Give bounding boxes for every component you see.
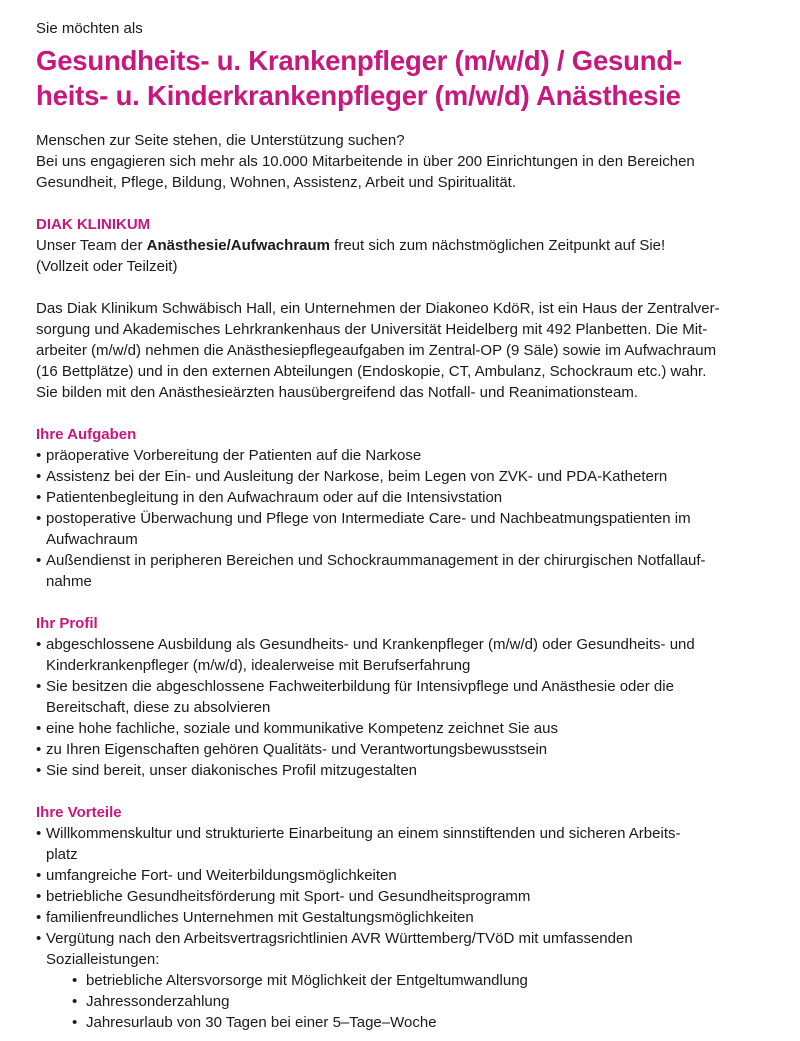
list-item-line: • abgeschlossene Ausbildung als Gesundheits- und Krankenpfleger (m/w/d) oder Gesundheits- und: [46, 636, 695, 653]
job-title: [36, 43, 774, 113]
list-item: [36, 718, 774, 739]
list-item-line: • umfangreiche Fort- und Weiterbildungsmöglichkeiten: [46, 867, 397, 884]
benefits-sublist: [36, 970, 774, 1033]
list-item-line: • betriebliche Gesundheitsförderung mit Sport- und Gesundheitsprogramm: [46, 888, 531, 905]
list-item: [36, 928, 774, 970]
list-item-line: • postoperative Überwachung und Pflege von Intermediate Care- und Nachbeatmungspatienten im: [46, 510, 691, 527]
list-item-line: • familienfreundliches Unternehmen mit Gestaltungsmöglichkeiten: [46, 909, 474, 926]
list-item: [36, 487, 774, 508]
list-item-line: • Sie sind bereit, unser diakonisches Profil mitzugestalten: [46, 762, 418, 779]
intro-text: Sie möchten als: [36, 20, 143, 37]
list-item-line: Bereitschaft, diese zu absolvieren: [46, 699, 271, 716]
list-item-line: Kinderkrankenpfleger (m/w/d), idealerweise mit Berufserfahrung: [46, 657, 471, 674]
list-item: [36, 466, 774, 487]
list-item: [36, 886, 774, 907]
list-item-line: • eine hohe fachliche, soziale und kommunikative Kompetenz zeichnet Sie aus: [46, 720, 558, 737]
list-item-line: • Patientenbegleitung in den Aufwachraum oder auf die Intensivstation: [46, 489, 503, 506]
job-title-line: Gesundheits- u. Krankenpfleger (m/w/d) / Gesund-: [36, 45, 682, 76]
list-item: [36, 550, 774, 592]
team-statement: [36, 235, 774, 256]
description-line: Sie bilden mit den Anästhesieärzten hausübergreifend das Notfall- und Reanimationsteam.: [36, 384, 639, 401]
list-item: [36, 676, 774, 718]
sub-list-item: [36, 1012, 774, 1033]
list-item-line: • Willkommenskultur und strukturierte Einarbeitung an einem sinnstiftenden und sicheren Arbeits-: [46, 825, 681, 842]
sub-list-item: [36, 970, 774, 991]
list-item-line: • Vergütung nach den Arbeitsvertragsrichtlinien AVR Württemberg/TVöD mit umfassenden: [46, 930, 633, 947]
list-item: [36, 739, 774, 760]
team-suffix: freut sich zum nächstmöglichen Zeitpunkt auf Sie!: [330, 237, 666, 254]
lead-paragraph: [36, 130, 774, 193]
list-item-line: platz: [46, 846, 78, 863]
benefits-heading: Ihre Vorteile: [36, 804, 122, 821]
list-item: [36, 823, 774, 865]
sub-list-item-text: betriebliche Altersvorsorge mit Möglichkeit der Entgeltumwandlung: [86, 972, 528, 989]
list-item: [36, 508, 774, 550]
employment-type: (Vollzeit oder Teilzeit): [36, 258, 178, 275]
team-department: Anästhesie/Aufwachraum: [146, 237, 330, 254]
benefits-list: [36, 823, 774, 970]
benefits-section: [36, 802, 774, 1033]
profile-section: [36, 613, 774, 781]
list-item-line: • Assistenz bei der Ein- und Ausleitung der Narkose, beim Legen von ZVK- und PDA-Kathetern: [46, 468, 668, 485]
clinic-heading: DIAK KLINIKUM: [36, 216, 151, 233]
list-item-line: • Außendienst in peripheren Bereichen und Schockraummanagement in der chirurgischen Notfallauf-: [46, 552, 706, 569]
clinic-section: [36, 214, 774, 277]
profile-list: [36, 634, 774, 781]
description-line: Das Diak Klinikum Schwäbisch Hall, ein Unternehmen der Diakoneo KdöR, ist ein Haus der Zentralver-: [36, 300, 720, 317]
team-prefix: Unser Team der: [36, 237, 147, 254]
sub-list-item-text: Jahresurlaub von 30 Tagen bei einer 5–Tage–Woche: [86, 1014, 437, 1031]
profile-heading: Ihr Profil: [36, 615, 98, 632]
lead-line: Menschen zur Seite stehen, die Unterstützung suchen?: [36, 132, 405, 149]
list-item: [36, 760, 774, 781]
sub-list-item: [36, 991, 774, 1012]
list-item-line: Aufwachraum: [46, 531, 138, 548]
job-title-line: heits- u. Kinderkrankenpfleger (m/w/d) Anästhesie: [36, 80, 681, 111]
lead-line: Bei uns engagieren sich mehr als 10.000 Mitarbeitende in über 200 Einrichtungen in den Bereichen: [36, 153, 695, 170]
list-item-line: nahme: [46, 573, 92, 590]
description-line: (16 Bettplätze) und in den externen Abteilungen (Endoskopie, CT, Ambulanz, Schockraum etc.) wahr.: [36, 363, 707, 380]
list-item: [36, 634, 774, 676]
list-item-line: Sozialleistungen:: [46, 951, 160, 968]
sub-list-item-text: Jahressonderzahlung: [86, 993, 230, 1010]
list-item: [36, 865, 774, 886]
list-item-line: • Sie besitzen die abgeschlossene Fachweiterbildung für Intensivpflege und Anästhesie oder die: [46, 678, 674, 695]
clinic-description: [36, 298, 774, 403]
tasks-list: [36, 445, 774, 592]
list-item-line: • zu Ihren Eigenschaften gehören Qualitäts- und Verantwortungsbewusstsein: [46, 741, 548, 758]
list-item: [36, 907, 774, 928]
list-item: [36, 445, 774, 466]
tasks-heading: Ihre Aufgaben: [36, 426, 137, 443]
lead-line: Gesundheit, Pflege, Bildung, Wohnen, Assistenz, Arbeit und Spiritualität.: [36, 174, 517, 191]
description-line: sorgung und Akademisches Lehrkrankenhaus der Universität Heidelberg mit 492 Planbetten. Die Mit-: [36, 321, 708, 338]
tasks-section: [36, 424, 774, 592]
list-item-line: • präoperative Vorbereitung der Patienten auf die Narkose: [46, 447, 422, 464]
description-line: arbeiter (m/w/d) nehmen die Anästhesiepflegeaufgaben im Zentral-OP (9 Säle) sowie im Aufwachraum: [36, 342, 717, 359]
